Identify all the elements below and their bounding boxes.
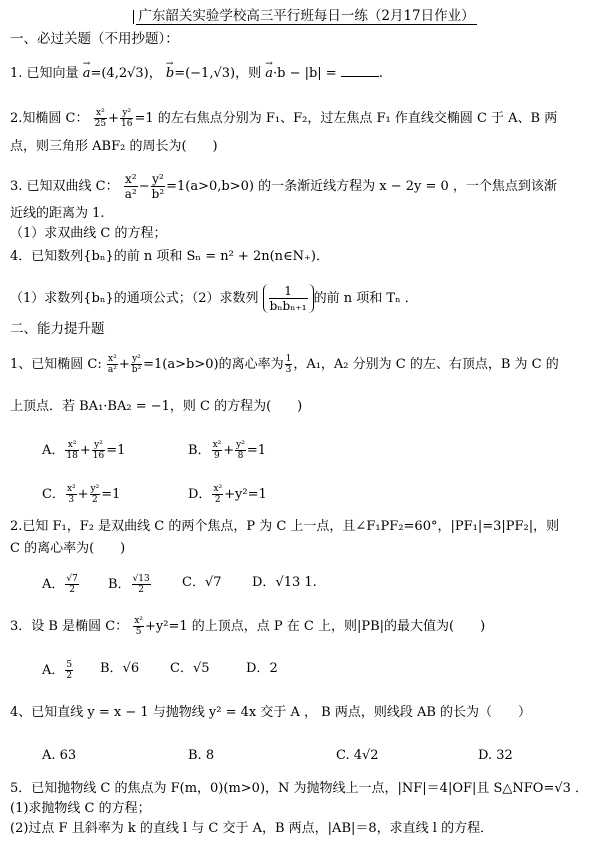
problem-1-option-c[interactable]: C． $\frac{\text{x²}}{3}$ + $\frac{\text{y²}}{2}$ =1 bbox=[42, 484, 121, 505]
fraction: $\frac{\text{x²}}{3}$ bbox=[66, 484, 76, 505]
fraction: $\frac{\text{x²}}{25}$ bbox=[94, 108, 107, 129]
fraction: $\frac{\text{y²}}{8}$ bbox=[236, 440, 245, 461]
problem-3-option-d[interactable]: D．2 bbox=[246, 661, 278, 676]
fraction: $\frac{\text{y²}}{\text{b²}}$ bbox=[151, 172, 165, 201]
answer-blank[interactable] bbox=[341, 64, 379, 77]
problem-1-option-b[interactable]: B． $\frac{\text{x²}}{9}$ + $\frac{\text{y²}}{8}$ =1 bbox=[188, 440, 267, 461]
problem-4-option-b[interactable]: B. 8 bbox=[188, 748, 215, 763]
fraction: $\frac{√13}{2}$ bbox=[132, 574, 150, 595]
problem-3-option-b[interactable]: B．√6 bbox=[100, 661, 140, 676]
question-3-line-1: 3. 已知双曲线 C： $\frac{\text{x²}}{\text{a²}}$ − $\frac{\text{y²}}{\text{b²}}$ =1(a>0,b>0) 的一条渐近线方程为 x − 2y = 0 ，一个焦点到该渐 bbox=[10, 172, 557, 201]
problem-2-option-d[interactable]: D．√13 1. bbox=[252, 575, 317, 590]
problem-4-option-a[interactable]: A. 63 bbox=[42, 748, 77, 763]
fraction: $\frac{\text{x²}}{5}$ bbox=[134, 616, 143, 637]
fraction: $\frac{1}{3}$ bbox=[285, 354, 292, 375]
problem-3-option-a[interactable]: A． $\frac{5}{2}$ bbox=[42, 660, 73, 681]
problem-1-line-2: 上顶点．若 BA₁·BA₂ = −1，则 C 的方程为( ) bbox=[10, 399, 303, 414]
problem-2-option-c[interactable]: C．√7 bbox=[182, 575, 222, 590]
problem-5-line-2: (1)求抛物线 C 的方程； bbox=[10, 801, 151, 816]
fraction: $\frac{\text{x²}}{\text{a²}}$ bbox=[107, 354, 117, 375]
vector-a-2: → a bbox=[265, 66, 273, 81]
fraction: $\frac{\text{y²}}{2}$ bbox=[90, 484, 100, 505]
problem-2-option-a[interactable]: A． $\frac{√7}{2}$ bbox=[42, 574, 78, 595]
problem-3-option-c[interactable]: C．√5 bbox=[170, 661, 210, 676]
question-2-line-1: 2.知椭圆 C： $\frac{\text{x²}}{25}$ + $\frac{\text{y²}}{16}$ =1 的左右焦点分别为 F₁、F₂，过左焦点 F₁ 作直线交椭圆 C 于 A、B 两 bbox=[10, 108, 558, 129]
question-2-line-2: 点，则三角形 ABF₂ 的周长为( ) bbox=[10, 139, 218, 154]
fraction: $\frac{1}{\text{bₙbₙ₊₁}}$ bbox=[269, 284, 307, 313]
fraction: $\frac{\text{y²}}{16}$ bbox=[120, 108, 133, 129]
fraction: $\frac{\text{x²}}{\text{a²}}$ bbox=[124, 172, 137, 201]
fraction: $\frac{\text{x²}}{18}$ bbox=[66, 440, 78, 461]
question-3-line-2: 近线的距离为 1. bbox=[10, 206, 105, 221]
text-cursor bbox=[133, 10, 134, 24]
problem-5-line-3: (2)过点 F 且斜率为 k 的直线 l 与 C 交于 A，B 两点，|AB|＝8，求直线 l 的方程． bbox=[10, 821, 494, 836]
fraction: $\frac{√7}{2}$ bbox=[66, 574, 78, 595]
fraction: $\frac{\text{x²}}{2}$ bbox=[213, 484, 223, 505]
problem-2-line-2: C 的离心率为( ) bbox=[10, 541, 126, 556]
problem-4-option-d[interactable]: D. 32 bbox=[478, 748, 513, 763]
question-3-sub-1: （1）求双曲线 C 的方程； bbox=[10, 226, 167, 241]
fraction: $\frac{\text{y²}}{16}$ bbox=[92, 440, 105, 461]
page-title: 广东韶关实验学校高三平行班每日一练（2月17日作业） bbox=[0, 7, 610, 25]
vector-a: → a bbox=[83, 66, 91, 81]
problem-2-line-1: 2.已知 F₁，F₂ 是双曲线 C 的两个焦点，P 为 C 上一点，且∠F₁PF₂=60°，|PF₁|=3|PF₂|，则 bbox=[10, 519, 560, 534]
problem-1-line-1: 1、已知椭圆 C: $\frac{\text{x²}}{\text{a²}}$ + $\frac{\text{y²}}{\text{b²}}$ =1(a>b>0)的离心率为 $\frac{1}{3}$ ，A₁，A₂ 分别为 C 的左、右顶点，B 为 C 的 bbox=[10, 354, 559, 375]
problem-4-option-c[interactable]: C. 4√2 bbox=[336, 748, 379, 763]
fraction: $\frac{\text{y²}}{\text{b²}}$ bbox=[131, 354, 142, 375]
question-4-line-1: 4．已知数列{bₙ}的前 n 项和 Sₙ = n² + 2n(n∈N₊)． bbox=[10, 249, 329, 264]
question-4-line-2: （1）求数列{bₙ}的通项公式；（2）求数列 $\frac{1}{\text{bₙbₙ₊₁}}$ 的前 n 项和 Tₙ ． bbox=[10, 284, 418, 313]
problem-5-line-1: 5．已知抛物线 C 的焦点为 F(m，0)(m>0)，N 为抛物线上一点，|NF|＝4|OF|且 S△NFO=√3 ． bbox=[10, 781, 589, 796]
question-1: 1. 已知向量 → a=(4,2√3)， → b=(−1,√3)，则 → a·b − |b| = . bbox=[10, 64, 604, 83]
vector-b: → b bbox=[166, 66, 174, 81]
section-1-heading: 一、必过关题（不用抄题）： bbox=[10, 31, 179, 47]
problem-3-line-1: 3．设 B 是椭圆 C： $\frac{\text{x²}}{5}$ +y²=1 的上顶点，点 P 在 C 上，则|PB|的最大值为( ) bbox=[10, 616, 486, 637]
problem-2-option-b[interactable]: B． $\frac{√13}{2}$ bbox=[108, 574, 150, 595]
section-2-heading: 二、能力提升题 bbox=[10, 321, 105, 337]
problem-4-line-1: 4、已知直线 y = x − 1 与抛物线 y² = 4x 交于 A ， B 两点，则线段 AB 的长为（ ） bbox=[10, 705, 532, 720]
problem-1-option-a[interactable]: A． $\frac{\text{x²}}{18}$ + $\frac{\text{y²}}{16}$ =1 bbox=[42, 440, 126, 461]
problem-1-option-d[interactable]: D． $\frac{\text{x²}}{2}$ +y²=1 bbox=[188, 484, 267, 505]
sequence-bracket bbox=[263, 284, 314, 313]
fraction: $\frac{\text{x²}}{9}$ bbox=[212, 440, 222, 461]
fraction: $\frac{5}{2}$ bbox=[66, 660, 73, 681]
